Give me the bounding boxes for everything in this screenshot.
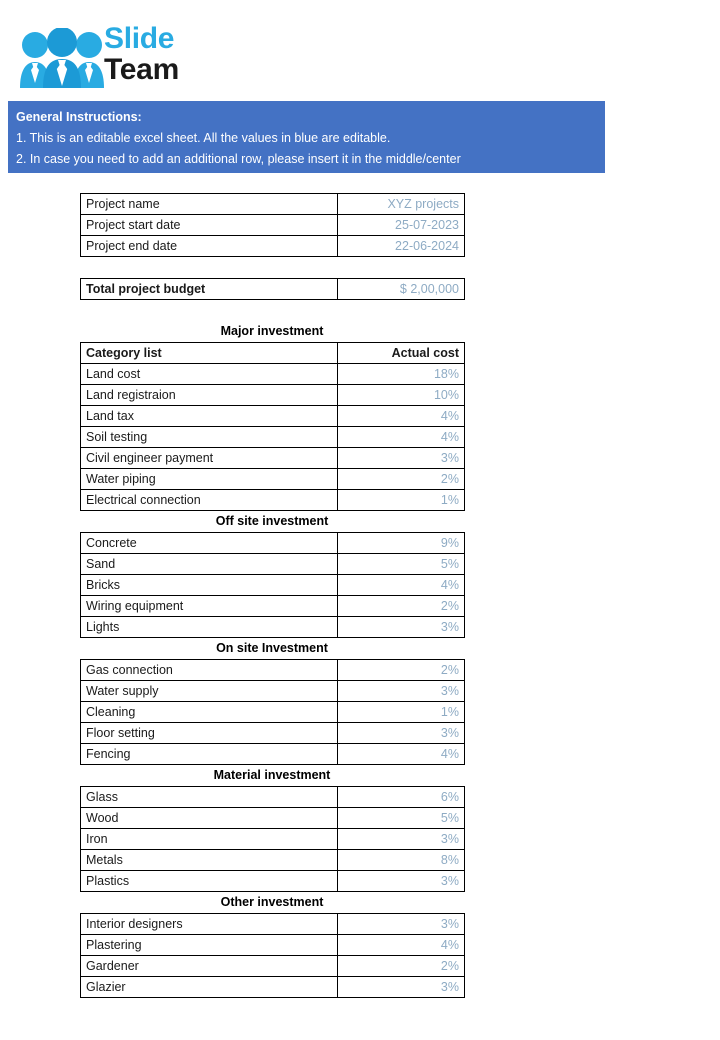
category-label: Land registraion xyxy=(81,385,338,406)
category-label: Land cost xyxy=(81,364,338,385)
actual-cost-value[interactable]: 2% xyxy=(338,660,465,681)
actual-cost-value[interactable]: 4% xyxy=(338,744,465,765)
table-row xyxy=(81,808,465,829)
spacer xyxy=(80,257,464,278)
brand-logo xyxy=(18,24,278,92)
category-label: Gas connection xyxy=(81,660,338,681)
actual-cost-value[interactable]: 5% xyxy=(338,554,465,575)
column-header-actual-cost: Actual cost xyxy=(338,343,465,364)
instructions-line-1: 1. This is an editable excel sheet. All the values in blue are editable. xyxy=(16,131,391,145)
investment-table xyxy=(80,532,465,638)
investment-table xyxy=(80,659,465,765)
category-label: Water supply xyxy=(81,681,338,702)
table-row xyxy=(81,744,465,765)
table-row xyxy=(81,956,465,977)
table-row xyxy=(81,385,465,406)
three-people-group-icon xyxy=(18,28,106,88)
total-budget-value[interactable]: $ 2,00,000 xyxy=(338,279,465,300)
table-row xyxy=(81,617,465,638)
category-label: Lights xyxy=(81,617,338,638)
table-row xyxy=(81,194,465,215)
table-row xyxy=(81,406,465,427)
project-start-date-value[interactable]: 25-07-2023 xyxy=(338,215,465,236)
table-row xyxy=(81,723,465,744)
category-label: Cleaning xyxy=(81,702,338,723)
actual-cost-value[interactable]: 1% xyxy=(338,490,465,511)
brand-wordmark xyxy=(104,24,179,85)
category-label: Bricks xyxy=(81,575,338,596)
project-name-label: Project name xyxy=(81,194,338,215)
actual-cost-value[interactable]: 1% xyxy=(338,702,465,723)
table-row xyxy=(81,660,465,681)
table-row xyxy=(81,364,465,385)
category-label: Floor setting xyxy=(81,723,338,744)
category-label: Glazier xyxy=(81,977,338,998)
table-row xyxy=(81,977,465,998)
actual-cost-value[interactable]: 6% xyxy=(338,787,465,808)
category-label: Sand xyxy=(81,554,338,575)
actual-cost-value[interactable]: 4% xyxy=(338,575,465,596)
project-end-date-value[interactable]: 22-06-2024 xyxy=(338,236,465,257)
actual-cost-value[interactable]: 3% xyxy=(338,977,465,998)
category-label: Gardener xyxy=(81,956,338,977)
instructions-title: General Instructions: xyxy=(16,110,142,124)
spacer xyxy=(80,300,464,321)
actual-cost-value[interactable]: 4% xyxy=(338,935,465,956)
category-label: Wiring equipment xyxy=(81,596,338,617)
actual-cost-value[interactable]: 3% xyxy=(338,829,465,850)
actual-cost-value[interactable]: 5% xyxy=(338,808,465,829)
category-label: Soil testing xyxy=(81,427,338,448)
category-label: Civil engineer payment xyxy=(81,448,338,469)
category-label: Iron xyxy=(81,829,338,850)
project-start-date-label: Project start date xyxy=(81,215,338,236)
project-info-body xyxy=(81,194,465,257)
category-label: Fencing xyxy=(81,744,338,765)
actual-cost-value[interactable]: 4% xyxy=(338,406,465,427)
project-name-value[interactable]: XYZ projects xyxy=(338,194,465,215)
actual-cost-value[interactable]: 10% xyxy=(338,385,465,406)
category-label: Interior designers xyxy=(81,914,338,935)
investment-table xyxy=(80,913,465,998)
investment-table xyxy=(80,786,465,892)
table-row xyxy=(81,554,465,575)
section-title: Material investment xyxy=(213,768,331,782)
total-budget-label: Total project budget xyxy=(81,279,338,300)
table-row xyxy=(81,236,465,257)
table-row xyxy=(81,850,465,871)
investment-table xyxy=(80,342,465,511)
table-row xyxy=(81,914,465,935)
project-end-date-label: Project end date xyxy=(81,236,338,257)
category-label: Plastics xyxy=(81,871,338,892)
brand-name-team: Team xyxy=(104,53,179,86)
table-row xyxy=(81,596,465,617)
table-row xyxy=(81,490,465,511)
table-row xyxy=(81,533,465,554)
actual-cost-value[interactable]: 3% xyxy=(338,617,465,638)
section-title: Major investment xyxy=(220,324,324,338)
actual-cost-value[interactable]: 3% xyxy=(338,914,465,935)
table-row xyxy=(81,427,465,448)
section-title: Off site investment xyxy=(215,514,329,528)
column-header-category: Category list xyxy=(81,343,338,364)
actual-cost-value[interactable]: 3% xyxy=(338,681,465,702)
actual-cost-value[interactable]: 18% xyxy=(338,364,465,385)
category-label: Concrete xyxy=(81,533,338,554)
actual-cost-value[interactable]: 4% xyxy=(338,427,465,448)
project-info-table xyxy=(80,193,465,257)
table-row xyxy=(81,681,465,702)
table-header-row xyxy=(81,343,465,364)
actual-cost-value[interactable]: 2% xyxy=(338,596,465,617)
actual-cost-value[interactable]: 2% xyxy=(338,956,465,977)
category-label: Electrical connection xyxy=(81,490,338,511)
table-row xyxy=(81,871,465,892)
table-row xyxy=(81,448,465,469)
table-row xyxy=(81,279,465,300)
general-instructions-banner xyxy=(8,101,605,173)
actual-cost-value[interactable]: 3% xyxy=(338,448,465,469)
category-label: Water piping xyxy=(81,469,338,490)
actual-cost-value[interactable]: 9% xyxy=(338,533,465,554)
table-row xyxy=(81,469,465,490)
actual-cost-value[interactable]: 3% xyxy=(338,723,465,744)
instructions-line-2: 2. In case you need to add an additional row, please insert it in the middle/center xyxy=(16,152,461,166)
section-title: On site Investment xyxy=(216,641,328,655)
category-label: Land tax xyxy=(81,406,338,427)
category-label: Wood xyxy=(81,808,338,829)
investment-sections xyxy=(80,321,464,998)
table-row xyxy=(81,215,465,236)
category-label: Metals xyxy=(81,850,338,871)
table-row xyxy=(81,575,465,596)
table-row xyxy=(81,935,465,956)
table-row xyxy=(81,702,465,723)
table-row xyxy=(81,829,465,850)
actual-cost-value[interactable]: 8% xyxy=(338,850,465,871)
section-title: Other investment xyxy=(220,895,324,909)
budget-sheet xyxy=(80,193,464,998)
actual-cost-value[interactable]: 3% xyxy=(338,871,465,892)
category-label: Plastering xyxy=(81,935,338,956)
category-label: Glass xyxy=(81,787,338,808)
actual-cost-value[interactable]: 2% xyxy=(338,469,465,490)
total-budget-table xyxy=(80,278,465,300)
table-row xyxy=(81,787,465,808)
brand-name-slide: Slide xyxy=(104,22,175,55)
